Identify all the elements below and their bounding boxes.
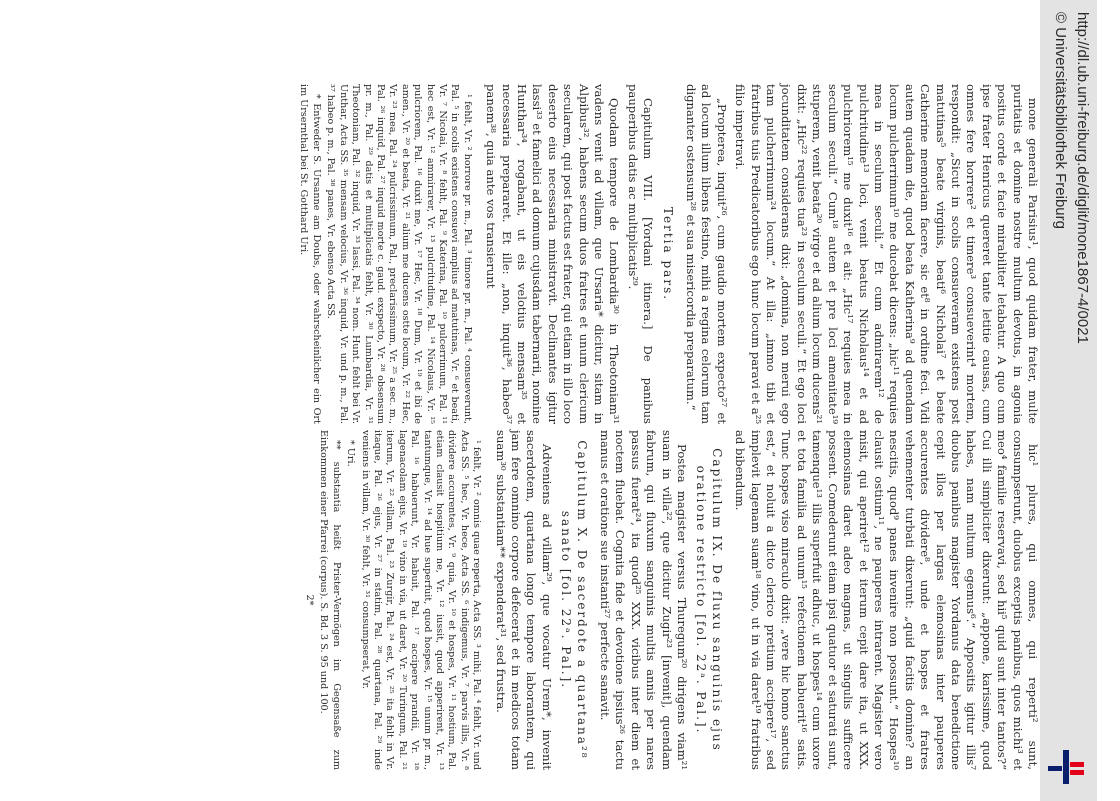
logo-bar-right-top (1070, 762, 1084, 767)
signature-mark: 2* (303, 594, 315, 606)
ub-freiburg-logo-icon (1048, 744, 1084, 784)
right-column (301, 430, 1041, 770)
footnote: ** substantia heißt Prister-Vermögen im Gegensaße zum Einkommen einer Pfarrei (corpus). S. Bd. 3 S. 95 und 100. (318, 430, 342, 770)
paragraph: „Propterea, inquit²⁶, cum gaudio mortem expecto²⁷ et ad locum illum libens festino, mihi a regina celorum tam dignanter ostensum²⁸ et sua misericordia preparatum.“ (684, 84, 729, 424)
scanned-page (80, 0, 1120, 801)
paragraph: Postea magister versus Thuregum²⁰ dirigens viam²¹ suam in villa²², que dicitur Zugir²³ [invenit], quendam fabrum, qui fluxum sanguinis multis annis per nares passus fuerat²⁴, ita quod²⁵ XXX. vicibus inter diem et noctem fluebat. Cognita fide et devotione ipsius²⁶ tactu manus et oratione sue instanti²⁷ perfecte sanavit. (598, 430, 690, 770)
logo-bar-left (1048, 766, 1062, 771)
sidebar-text (1040, 0, 1097, 801)
chapter-heading: Capitulum VIII. [Yordani itinera.] De panibus pauperibus datis ac multiplicatis²⁹. (625, 84, 656, 424)
paragraph: hic¹ plures, qui omnes, qui reperti² sunt, consumpserunt, duobus exceptis panibus, quos michi³ et meo⁴ familie reservavi, sed hii⁵ quid sunt inter tantos?“ Cui illi simpliciter dixerunt: „appone, karissime, quod habes, nam multum egemus⁶.“ Appositis igitur illis⁷ duobus panibus magister Yordanus data benedictione cepit illos per largas elemosinas inter pauperes accurentes dividere⁸, unde et hospes et fratres vehementer turbati dixerunt: „quid facitis domine? an nescitis, quod⁹ panes invenire non possunt.“ Hospes¹⁰ clausit ostium¹¹, ne pauperes intrarent. Magister vero misit, qui aperiret¹² et iterum cepit dare ita, ut XXX. elemosinas daret adeo magnas, ut singulis sufficere possent. Comederunt etiam ipsi quatuor et saturati sunt, tamenque¹³ illis superfuit adhuc, ut hospes¹⁴ cum uxore et tota familia ad unum¹⁵ refectionem habuerit¹⁶ satis. Tunc hospes viso miraculo dixit: „vere hic homo sanctus est,“ et noluit a dicto clerico pretium accipere¹⁷, sed implevit lagenam suam¹⁸ vino, ut in via daret¹⁹ fratribus ad bibendum. (733, 430, 1040, 770)
copyright-notice: © Universitätsbibliothek Freiburg (1052, 12, 1069, 229)
footnotes (297, 84, 473, 424)
paragraph: Quodam tempore de Lombardia³⁰ in Theotoniam³¹ vadens venit ad villam, que Ursaria* dicitur, sitam in Alpibus³², habens secum duos fratres et unum clericum secularem, qui post factus est frater, qui etiam in illo loco deserto eius necessaria ministravit. Declinantes igitur lassi³³ et famelici ad domum cujusdam tabernarii, nomine Hunthar³⁴, rogabant, ut eis velotius mensam³⁵ et necessaria prepararet. Et ille: „non, inquit³⁶, habeo³⁷ panem³⁸, quia ante vos transierunt (484, 84, 622, 424)
footnote: ¹ fehlt, Vr. ² omnis quae reperta, Acta SS. ³ mihi, Pal. ⁴ fehlt, Vr. und Acta SS. ⁵ hec, Vr. hece, Acta SS. ⁶ indigemus, Vr. ⁷ parvis illis, Vr. ⁸ dividere accurentes, Vr. ⁹ quia, Vr. ¹⁰ et hospes, Vr. ¹¹ hostium, Pal. etiam clausit hospitium ne, Vr. ¹² iussit, quod apperirent, Vr. ¹³ tantumque, Vr. ¹⁴ ad hue superfuit, quod hospes, Vr. ¹⁵ unum pr. m., Pal. ¹⁶ habuerunt, Vr. habuit, Pal. ¹⁷ accipere prandii, Vr. ¹⁸ lagenacolam ejus, Vr. ¹⁹ vino in via, ut daret, Vr. ²⁰ Turingum, Pal. ²¹ iterum, Vr. ²² villam, Pal. ²³ Zurgir, Pal. ²⁴ est, Vr. ²⁵ ita fehlt in Vr. itaque, Pal. ²⁶ ejus, Vr. ²⁷ in statim, Pal. ²⁸ quartana, Pal. ²⁹ inde veniens in villam, Vr. ³⁰ fehlt, Vr. ³¹ consumpserat, Vr. (359, 430, 483, 770)
chapter-heading: Capitulum IX. De fluxu sanguinis ejus oratione restricto [fol. 22ᵃ. Pal.]. (694, 448, 724, 752)
left-column (295, 84, 1040, 424)
paragraph: mone generali Parisius¹, quod quidam frater, multe puritatis et domine nostre multum devotus, in agonia positus corde et facie mirabiliter letabatur. A quo cum ipse frater Henricus quereret tante letitie causas, cum omnes fere horrere² et timere³ consueverint⁴ mortem, respondit: „Sicut in scolis consueveram existens post matutinas⁵ beate virginis, beati⁶ Nicholai⁷ et beate Catherine memoriam facere, sic et⁸ in ordine feci. Vidi autem quadam die, quod beata Katherina⁹ ad quendam locum pulcherrimum¹⁰ me ducebat dicens: „hic¹¹ requies mea in seculum seculi.“ Et cum admirarem¹² de pulchritudine¹³ loci, venit beatus Nicholaus¹⁴ et ad pulchriorem¹⁵ me duxit¹⁶ et ait: „Hic¹⁷ requies mea in seculum seculi.“ Cum¹⁸ autem et pre loci amenitate¹⁹ stuperem, venit beata²⁰ virgo et ad alium locum ducens²¹ dixit: „Hic²² requies tua²³ in seculum seculi.“ Et ego loci jocunditatem considerans dixi: „domina, non merui ego tam pulcherrimum²⁴ locum.“ At illa: „immo tibi et fratribus tuis Predicatoribus ego hunc locum paravi et a²⁵ filio impetravi. (733, 84, 1040, 424)
footnote: * Entweder S. Ursanne am Doubs, oder wahrscheinlicher ein Ort im Ursernthal bei St. Gotthard Uri. (298, 84, 322, 424)
footnote: * Uri. (345, 440, 357, 467)
logo-bar-center (1063, 750, 1069, 784)
section-title: Tertia pars. (660, 206, 675, 302)
permalink-url[interactable]: http://dl.ub.uni-freiburg.de/diglit/mone1867-4/0021 (1074, 12, 1091, 344)
footnotes (303, 430, 483, 770)
footnote: ¹ fehlt, Vr. ² horrore pr. m., Pal. ³ timore pr. m., Pal. ⁴ consueverunt, Pal. ⁵ in scolis existens consuevi amplius ad matutinas, Vr. ⁶ et beati, Vr. ⁷ Nicolai, Vr. ⁸ fehlt, Pal. ⁹ Katerina, Pal. ¹⁰ pulcerrimum, Pal. ¹¹ hec est, Vr. ¹² ammirarer, Vr. ¹³ pulcritudine, Pal. ¹⁴ Nicolaus, Vr. ¹⁵ pulcriorem, Pal. ¹⁶ duxit me, Vr. ¹⁷ Hec, Vr. ¹⁸ Dum, Vr. ¹⁹ et ibi de amen., Vr. ²⁰ et beata, Vr. ²¹ alium me ducens ostte locum, Vr. ²² Hec, Vr. ²³ mea, Pal. ²⁴ pulcrissimum, Pal., preclarissimum, Vr. ²⁵ a sec. m., Pal. ²⁶ inquid, Pal. ²⁷ inquid morte c. gaud. exspecto, Vr. ²⁸ obsensum pr. m., Pal. ²⁹ datis et multiplicatis fehlt, Vr. ³⁰ Lumbardia, Vr. ³¹ Theotoniam, Pal. ³² inquid, Vr. ³³ lassi, Pal. ³⁴ nom. Hunt. fehlt bei Vr. Unthar, Acta SS. ³⁵ mensam velocius, Vr. ³⁶ inquid, Vr. und p. m., Pal. ³⁷ habeo p. m., Pal. ³⁸ panes, Vr. ebenso Acta SS. (325, 84, 473, 424)
logo-bar-right-bottom (1070, 770, 1084, 775)
sidebar (1040, 0, 1097, 801)
chapter-heading: Capitulum X. De sacerdote a quartana²⁸ sanato [fol. 22ᵃ. Pal.]. (559, 440, 589, 760)
paragraph: Adveniens ad villam²⁹, que vocatur Urem*, invenit sacerdotem, quartana longo tempore laborantem, qui jam fere omnino corpore defecerat et in medicos totam suam³⁰ substantiam** expenderat³¹, sed frustra. (493, 430, 554, 770)
